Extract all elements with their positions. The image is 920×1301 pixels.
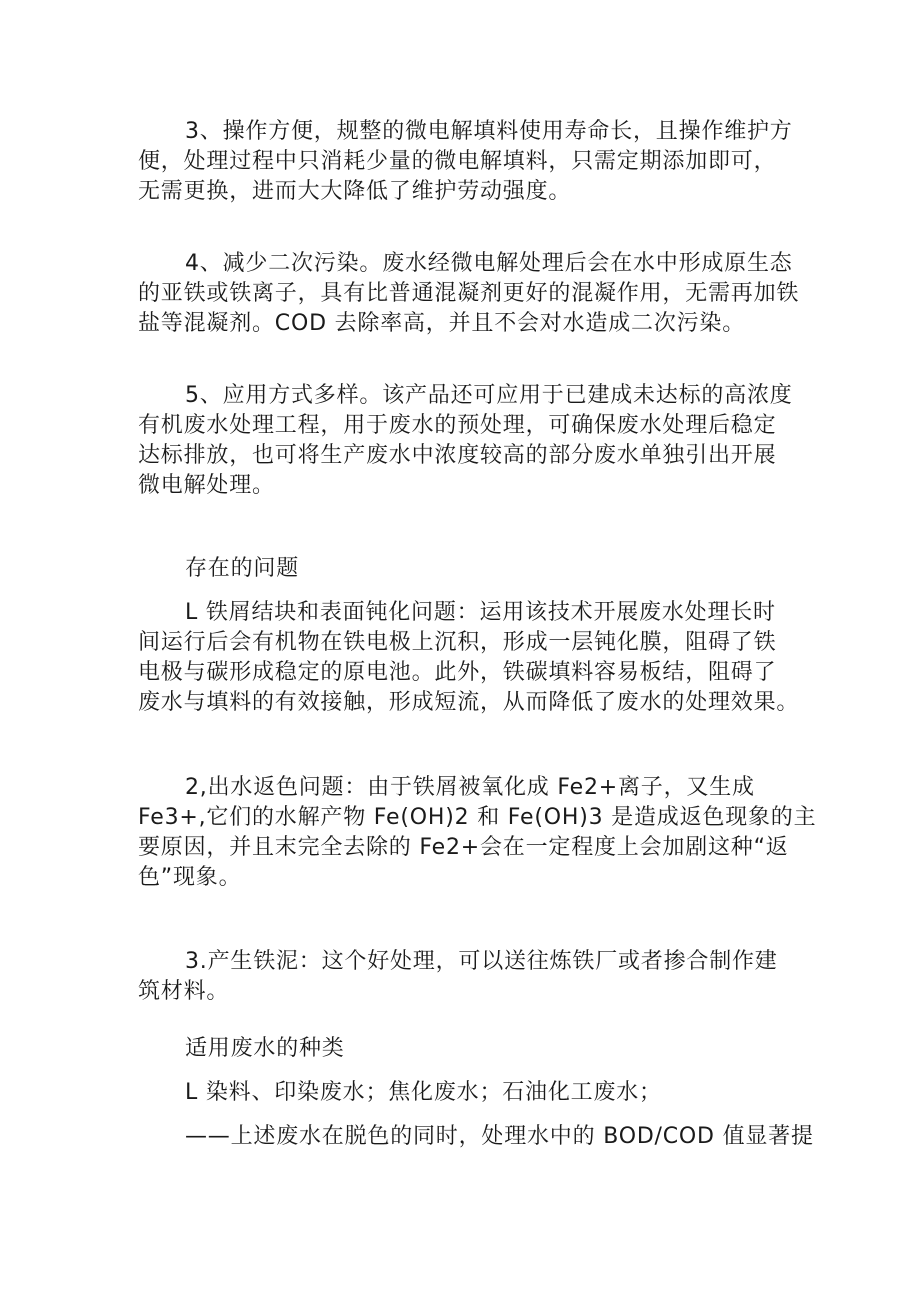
paragraph-iron-sludge xyxy=(138,947,798,1007)
text-line: 无需更换，进而大大降低了维护劳动强度。 xyxy=(138,179,572,204)
text-line: 达标排放，也可将生产废水中浓度较高的部分废水单独引出开展 xyxy=(138,443,777,468)
paragraph-color-return xyxy=(138,773,817,893)
text-line: 盐等混凝剂。COD 去除率高，并且不会对水造成二次污染。 xyxy=(138,311,746,336)
text-line: 4、减少二次污染。废水经微电解处理后会在水中形成原生态 xyxy=(185,251,793,276)
heading-text: 适用废水的种类 xyxy=(185,1036,345,1061)
paragraph-pollution xyxy=(138,249,798,339)
text-line: 筑材料。 xyxy=(138,979,230,1004)
text-line: 3、操作方便，规整的微电解填料使用寿命长，且操作维护方 xyxy=(185,119,793,144)
paragraph-passivation xyxy=(138,598,798,718)
text-line: 要原因，并且末完全去除的 Fe2+会在一定程度上会加剧这种“返 xyxy=(138,835,789,860)
section-heading-wastewater-types xyxy=(138,1034,798,1064)
paragraph-decolorization xyxy=(138,1122,814,1152)
heading-text: 存在的问题 xyxy=(185,556,300,581)
text-line: 电极与碳形成稳定的原电池。此外，铁碳填料容易板结，阻碍了 xyxy=(138,660,777,685)
text-line: 的亚铁或铁离子，具有比普通混凝剂更好的混凝作用，无需再加铁 xyxy=(138,281,800,306)
text-line: 5、应用方式多样。该产品还可应用于已建成未达标的高浓度 xyxy=(185,383,793,408)
text-line: 间运行后会有机物在铁电极上沉积，形成一层钝化膜，阻碍了铁 xyxy=(138,630,777,655)
text-line: Fe3+,它们的水解产物 Fe(OH)2 和 Fe(OH)3 是造成返色现象的主 xyxy=(138,805,817,830)
text-line: 微电解处理。 xyxy=(138,473,275,498)
text-line: 3.产生铁泥：这个好处理，可以送往炼铁厂或者掺合制作建 xyxy=(185,949,778,974)
text-line: L 铁屑结块和表面钝化问题：运用该技术开展废水处理长时 xyxy=(185,600,776,625)
text-line: L 染料、印染废水；焦化废水；石油化工废水； xyxy=(185,1080,662,1105)
text-line: ——上述废水在脱色的同时，处理水中的 BOD/COD 值显著提 xyxy=(185,1124,814,1149)
paragraph-application xyxy=(138,381,798,501)
paragraph-wastewater-list xyxy=(138,1078,798,1108)
paragraph-operation xyxy=(138,117,798,207)
text-line: 2,出水返色问题：由于铁屑被氧化成 Fe2+离子，又生成 xyxy=(185,775,755,800)
text-line: 便，处理过程中只消耗少量的微电解填料，只需定期添加即可， xyxy=(138,149,777,174)
text-line: 有机废水处理工程，用于废水的预处理，可确保废水处理后稳定 xyxy=(138,413,777,438)
section-heading-problems xyxy=(138,554,798,584)
text-line: 色”现象。 xyxy=(138,865,242,890)
text-line: 废水与填料的有效接触，形成短流，从而降低了废水的处理效果。 xyxy=(138,690,800,715)
